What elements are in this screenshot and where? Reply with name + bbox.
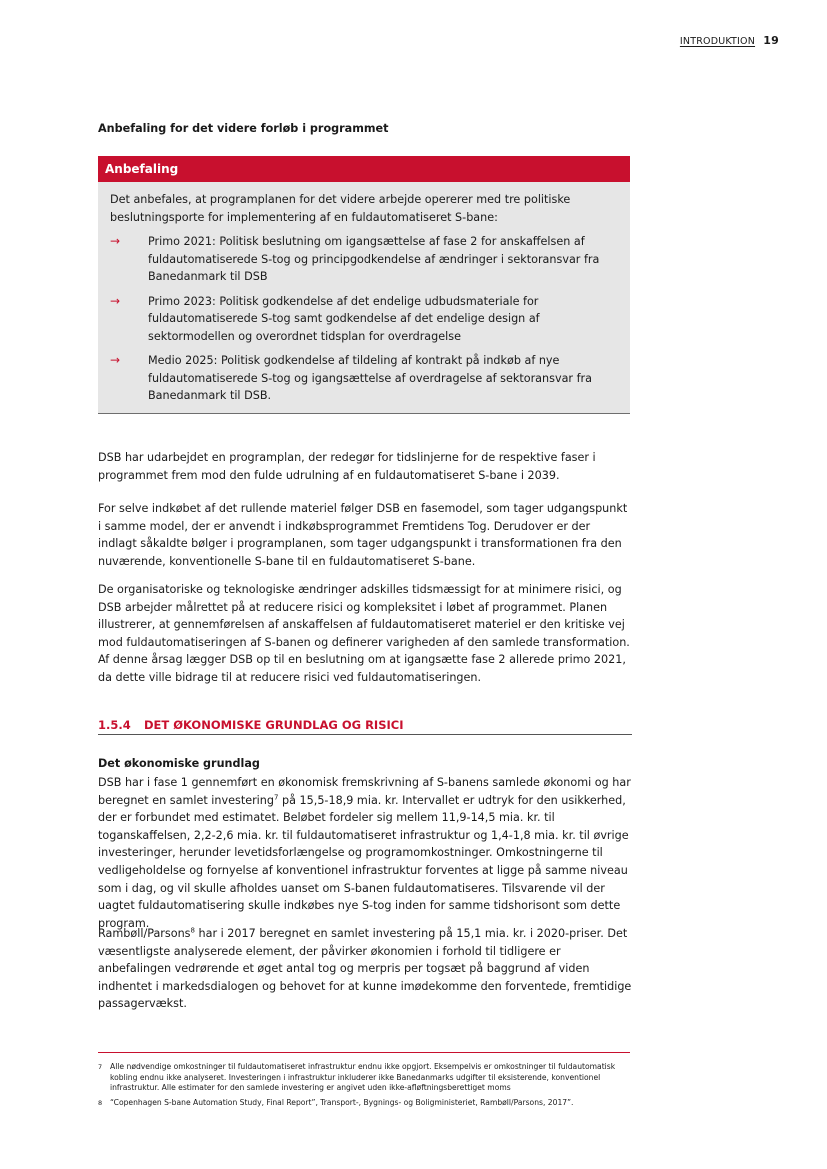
paragraph-ramboll — [98, 925, 632, 1013]
paragraph-fasemodel: For selve indkøbet af det rullende materiel følger DSB en fasemodel, som tager udgangspunkt i samme model, der er anvendt i indkøbsprogrammet Fremtidens Tog. Derudover er der indlagt såkaldte bølger i programplanen, som tager udgangspunkt i transformationen fra den nuværende, konventionelle S-bane til en fuldautomatiseret S-bane. — [98, 502, 628, 568]
recommendation-box-title: Anbefaling — [98, 156, 630, 182]
paragraph-programplan: DSB har udarbejdet en programplan, der redegør for tidslinjerne for de respektive faser i programmet frem mod den fulde udrulning af en fuldautomatiseret S-bane i 2039. — [98, 451, 596, 482]
footnote-divider — [98, 1052, 630, 1053]
paragraph-text: Rambøll/Parsons — [98, 927, 191, 940]
header-section-link[interactable]: INTRODUKTION — [679, 36, 756, 47]
footnote — [98, 1062, 632, 1094]
footnotes — [98, 1062, 632, 1112]
recommendation-box-body — [98, 182, 630, 413]
recommendation-item-text: Medio 2025: Politisk godkendelse af tildeling af kontrakt på indkøb af nye fuldautomatiserede S-tog og igangsættelse af overdragelse af sektoransvar fra Banedanmark til DSB. — [148, 354, 592, 402]
arrow-right-icon: → — [110, 234, 121, 248]
section-number: 1.5.4 — [98, 718, 131, 732]
footnote-text: Alle nødvendige omkostninger til fuldautomatiseret infrastruktur endnu ikke opgjort. Eksempelvis er omkostninger til fuldautomatisk kobling endnu ikke analyseret. Investeringen i infrastruktur inkluderer ikke Banedanmarks udgifter til eksisterende, konventionel infrastruktur. Alle estimater for den samlede investering er angivet uden ikke-afløftningsberettiget moms — [110, 1062, 616, 1093]
recommendation-item-text: Primo 2021: Politisk beslutning om igangsættelse af fase 2 for anskaffelsen af fuldautomatiserede S-tog og principgodkendelse af ændringer i sektoransvar fra Banedanmark til DSB — [148, 235, 600, 283]
footnote-text: “Copenhagen S-bane Automation Study, Final Report”, Transport-, Bygnings- og Boligministeriet, Rambøll/Parsons, 2017”. — [110, 1097, 574, 1107]
footnote-ref-7[interactable]: 7 — [273, 792, 279, 801]
footnote-ref-8[interactable]: 8 — [190, 926, 195, 935]
section-title-text: DET ØKONOMISKE GRUNDLAG OG RISICI — [144, 718, 404, 732]
section-title — [98, 718, 632, 735]
recommendation-item — [110, 352, 620, 405]
paragraph-text: på 15,5-18,9 mia. kr. Intervallet er udtryk for den usikkerhed, der er forbundet med estimatet. Beløbet fordeler sig mellem 11,9-14,5 mia. kr. til toganskaffelsen, 2,2-2,6 mia. kr. til fuldautomatiseret infrastruktur og 1,4-1,8 mia. kr. til øvrige investeringer, herunder levetidsforlængelse og programomkostninger. Omkostningerne til vedligeholdelse og fornyelse af konventionel infrastruktur forventes at ligge på samme niveau som i dag, og vil skulle afholdes uanset om S-banen fuldautomatiseres. Tilsvarende vil der uagtet fuldautomatisering skulle indkøbes nye S-tog inden for samme tidshorisont som dette program. — [98, 793, 629, 930]
recommendation-intro: Det anbefales, at programplanen for det videre arbejde opererer med tre politiske beslutningsporte for implementering af en fuldautomatiseret S-bane: — [110, 193, 571, 224]
recommendation-item-text: Primo 2023: Politisk godkendelse af det endelige udbudsmateriale for fuldautomatiserede S-tog samt godkendelse af det endelige design af sektormodellen og overordnet tidsplan for overdragelse — [148, 294, 540, 343]
footnote-mark: 7 — [98, 1063, 103, 1071]
recommendation-box — [98, 156, 630, 414]
arrow-right-icon: → — [110, 353, 121, 367]
footnote — [98, 1098, 632, 1109]
subheading-economic-basis: Det økonomiske grundlag — [98, 757, 260, 770]
paragraph-text: har i 2017 beregnet en samlet investering på 15,1 mia. kr. i 2020-priser. Det væsentligste analyserede element, der påvirker økonomien i forhold til tidligere er anbefalingen vedrørende et øget antal tog og merpris per togsæt på baggrund af viden indhentet i markedsdialogen og behovet for at kunne imødekomme den forventede, fremtidige passagervækst. — [98, 927, 632, 1011]
footnote-mark: 8 — [98, 1098, 103, 1107]
page-number: 19 — [763, 34, 779, 47]
running-header — [680, 34, 779, 47]
arrow-right-icon: → — [110, 293, 121, 308]
recommendation-item — [110, 293, 620, 346]
paragraph-text: DSB har i fase 1 gennemført en økonomisk fremskrivning af S-banens samlede økonomi og har beregnet en samlet investering — [98, 776, 631, 807]
paragraph-risici: De organisatoriske og teknologiske ændringer adskilles tidsmæssigt for at minimere risici, og DSB arbejder målrettet på at reducere risici og kompleksitet i løbet af programmet. Planen illustrerer, at gennemførelsen af anskaffelsen af fuldautomatiseret materiel er den kritiske vej mod fuldautomatiseringen af S-banen og definerer varigheden af den samlede transformation. Af denne årsag lægger DSB op til en beslutning om at igangsætte fase 2 allerede primo 2021, da dette ville bidrage til at reducere risici ved fuldautomatiseringen. — [98, 583, 630, 684]
recommendation-item — [110, 233, 620, 286]
recommendation-heading: Anbefaling for det videre forløb i programmet — [98, 122, 389, 135]
